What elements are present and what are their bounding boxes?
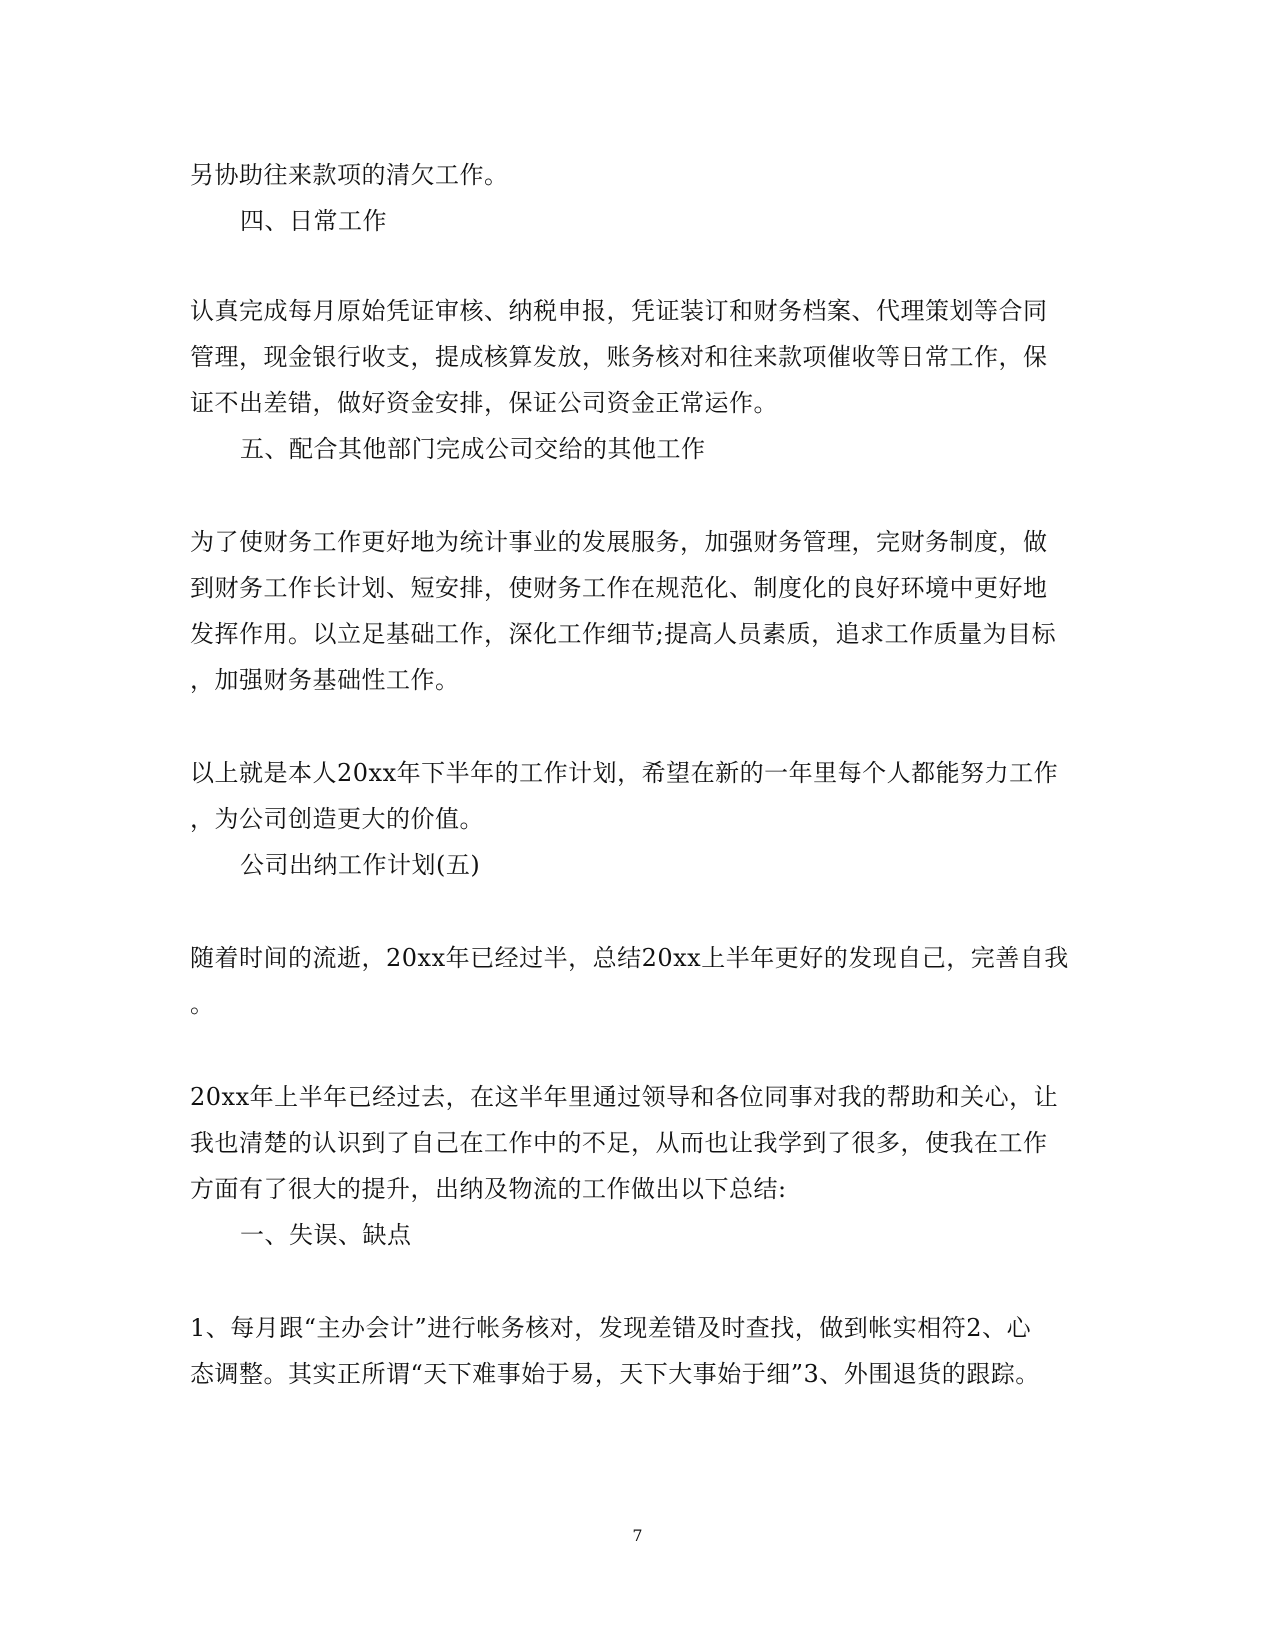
paragraph-line: 20xx年上半年已经过去，在这半年里通过领导和各位同事对我的帮助和关心，让 xyxy=(190,1083,1059,1111)
paragraph-line: 态调整。其实正所谓“天下难事始于易，天下大事始于细”3、外围退货的跟踪。 xyxy=(190,1360,1040,1388)
document-subtitle: 公司出纳工作计划(五) xyxy=(240,851,481,879)
paragraph-line: ，为公司创造更大的价值。 xyxy=(190,805,484,833)
paragraph-line: 1、每月跟“主办会计”进行帐务核对，发现差错及时查找，做到帐实相符2、心 xyxy=(190,1314,1032,1342)
paragraph-line: 随着时间的流逝，20xx年已经过半，总结20xx上半年更好的发现自己，完善自我 xyxy=(190,944,1069,972)
page-number: 7 xyxy=(632,1526,643,1545)
paragraph-line: 以上就是本人20xx年下半年的工作计划，希望在新的一年里每个人都能努力工作 xyxy=(190,759,1059,787)
paragraph-line: 我也清楚的认识到了自己在工作中的不足，从而也让我学到了很多，使我在工作 xyxy=(190,1129,1048,1157)
paragraph-line: ，加强财务基础性工作。 xyxy=(190,666,460,694)
paragraph-line: 。 xyxy=(190,990,215,1018)
section-heading-cooperation: 五、配合其他部门完成公司交给的其他工作 xyxy=(240,435,706,463)
paragraph-line: 方面有了很大的提升，出纳及物流的工作做出以下总结: xyxy=(190,1175,787,1203)
section-heading-mistakes: 一、失误、缺点 xyxy=(240,1221,412,1249)
paragraph-line: 认真完成每月原始凭证审核、纳税申报，凭证装订和财务档案、代理策划等合同 xyxy=(190,297,1048,325)
paragraph-line: 管理，现金银行收支，提成核算发放，账务核对和往来款项催收等日常工作，保 xyxy=(190,343,1048,371)
paragraph-line: 证不出差错，做好资金安排，保证公司资金正常运作。 xyxy=(190,389,778,417)
paragraph-line: 到财务工作长计划、短安排，使财务工作在规范化、制度化的良好环境中更好地 xyxy=(190,574,1048,602)
paragraph-line: 发挥作用。以立足基础工作，深化工作细节;提高人员素质，追求工作质量为目标 xyxy=(190,620,1057,648)
paragraph-line: 另协助往来款项的清欠工作。 xyxy=(190,161,509,189)
section-heading-daily-work: 四、日常工作 xyxy=(240,207,387,235)
paragraph-line: 为了使财务工作更好地为统计事业的发展服务，加强财务管理，完财务制度，做 xyxy=(190,528,1048,556)
